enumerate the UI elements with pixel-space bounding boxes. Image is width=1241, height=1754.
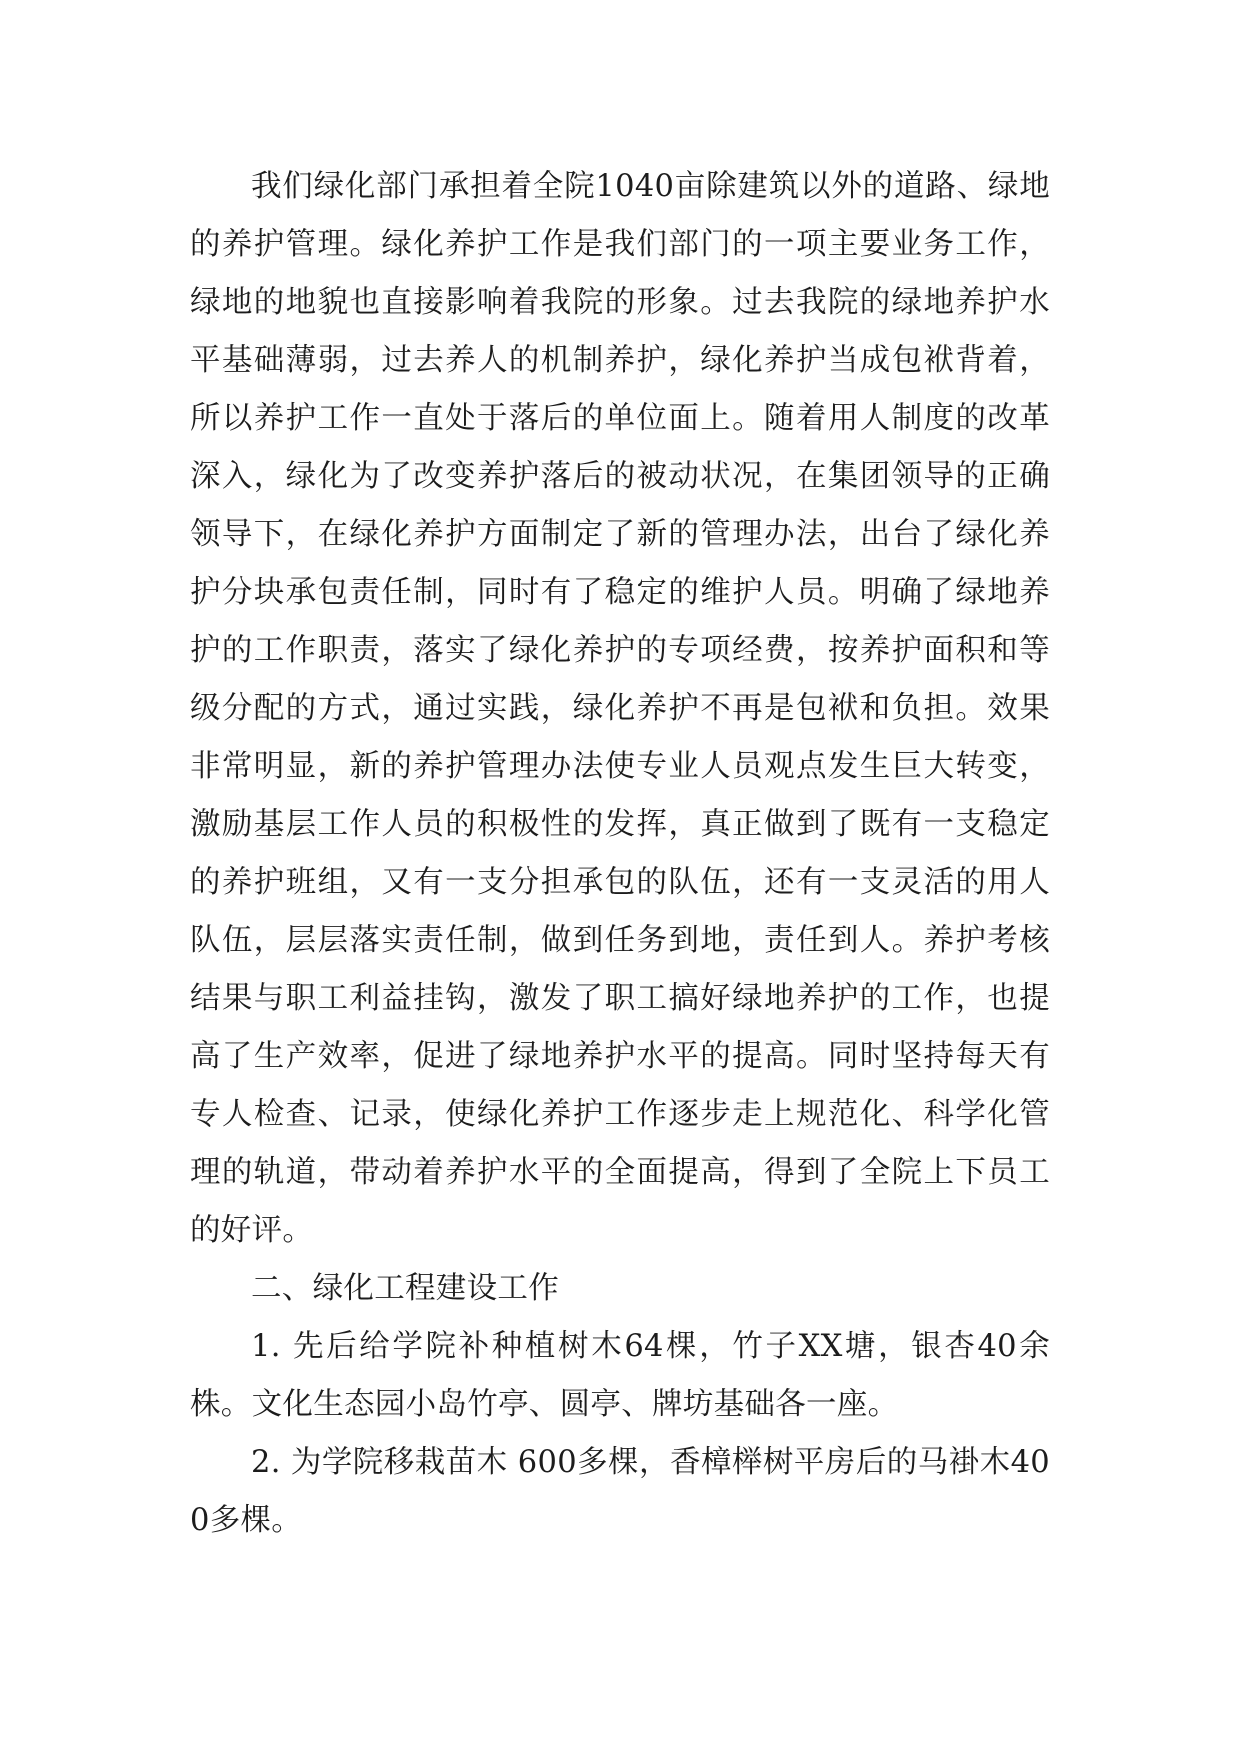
list-item-2: 2. 为学院移栽苗木 600多棵，香樟榉树平房后的马褂木400多棵。	[190, 1445, 1050, 1538]
document-body	[190, 158, 1050, 1550]
paragraph-greening-maintenance: 我们绿化部门承担着全院1040亩除建筑以外的道路、绿地的养护管理。绿化养护工作是我们部门的一项主要业务工作，绿地的地貌也直接影响着我院的形象。过去我院的绿地养护水平基础薄弱，过去养人的机制养护，绿化养护当成包袱背着，所以养护工作一直处于落后的单位面上。随着用人制度的改革深入，绿化为了改变养护落后的被动状况，在集团领导的正确领导下，在绿化养护方面制定了新的管理办法，出台了绿化养护分块承包责任制，同时有了稳定的维护人员。明确了绿地养护的工作职责，落实了绿化养护的专项经费，按养护面积和等级分配的方式，通过实践，绿化养护不再是包袱和负担。效果非常明显，新的养护管理办法使专业人员观点发生巨大转变，激励基层工作人员的积极性的发挥，真正做到了既有一支稳定的养护班组，又有一支分担承包的队伍，还有一支灵活的用人队伍，层层落实责任制，做到任务到地，责任到人。养护考核结果与职工利益挂钩，激发了职工搞好绿地养护的工作，也提高了生产效率，促进了绿地养护水平的提高。同时坚持每天有专人检查、记录，使绿化养护工作逐步走上规范化、科学化管理的轨道，带动着养护水平的全面提高，得到了全院上下员工的好评。	[190, 169, 1050, 1248]
list-item-1: 1. 先后给学院补种植树木64棵，竹子XX塘，银杏40余株。文化生态园小岛竹亭、圆亭、牌坊基础各一座。	[190, 1329, 1050, 1422]
section-heading-greening-projects: 二、绿化工程建设工作	[251, 1271, 559, 1306]
